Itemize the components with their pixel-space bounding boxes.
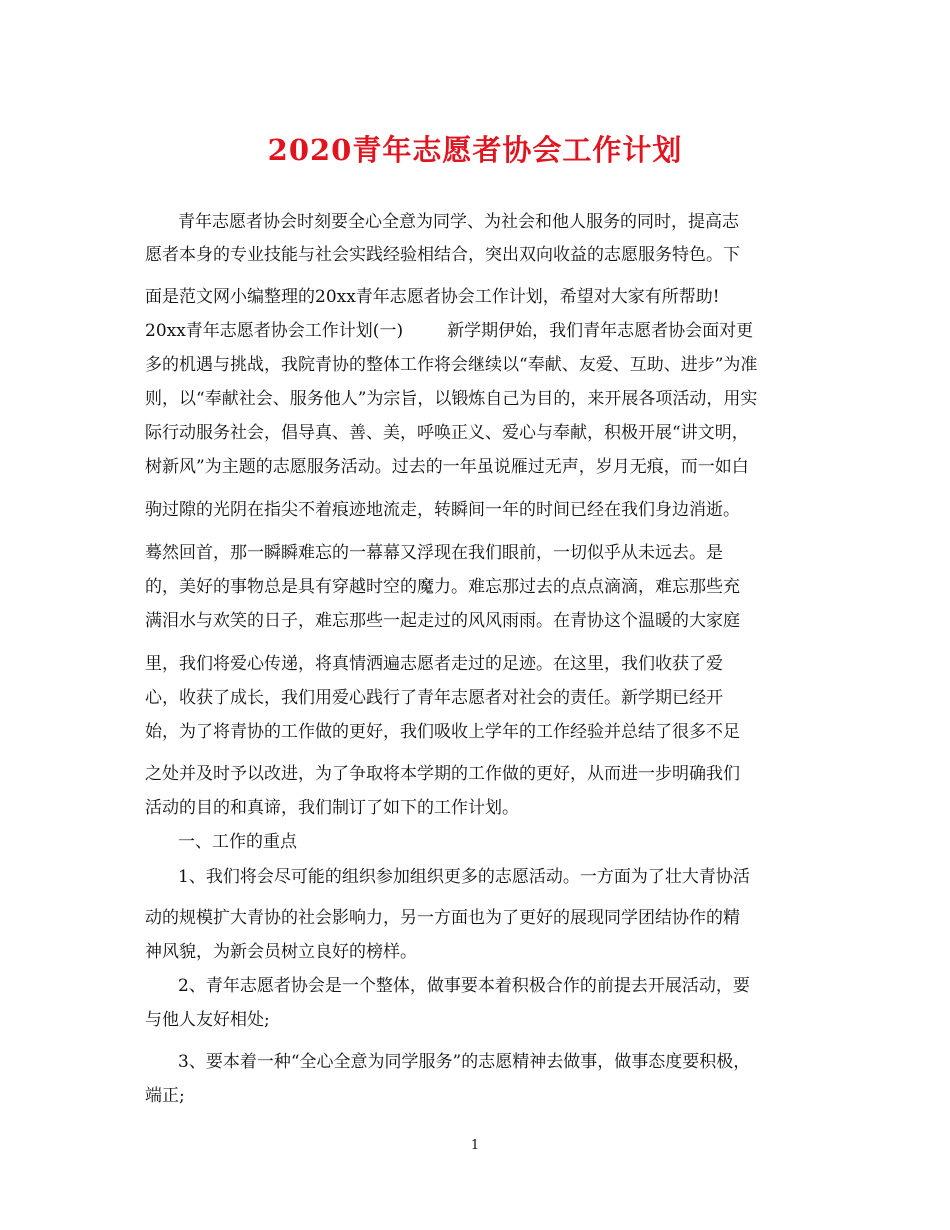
paragraph-line: 多的机遇与挑战，我院青协的整体工作将会继续以“奉献、友爱、互助、进步”为准 — [145, 355, 758, 375]
paragraph-line: 3、要本着一种“全心全意为同学服务”的志愿精神去做事，做事态度要积极， — [178, 1052, 751, 1072]
paragraph-line: 与他人友好相处; — [145, 1010, 270, 1030]
paragraph-line: 际行动服务社会，倡导真、善、美，呼唤正义、爱心与奉献，积极开展“讲文明， — [145, 423, 749, 443]
paragraph-line: 1、我们将会尽可能的组织参加组织更多的志愿活动。一方面为了壮大青协活 — [178, 867, 750, 887]
plan-heading: 20xx青年志愿者协会工作计划(一) — [145, 321, 404, 341]
paragraph-line: 之处并及时予以改进，为了争取将本学期的工作做的更好，从而进一步明确我们 — [145, 764, 740, 784]
paragraph-line: 面是范文网小编整理的20xx青年志愿者协会工作计划，希望对大家有所帮助! — [145, 287, 720, 307]
document-title: 2020青年志愿者协会工作计划 — [267, 133, 683, 167]
paragraph-line: 2、青年志愿者协会是一个整体，做事要本着积极合作的前提去开展活动，要 — [178, 976, 750, 996]
paragraph-line: 青年志愿者协会时刻要全心全意为同学、为社会和他人服务的同时，提高志 — [178, 212, 739, 232]
paragraph-line: 蓦然回首，那一瞬瞬难忘的一幕幕又浮现在我们眼前，一切似乎从未远去。是 — [145, 543, 723, 563]
paragraph-line: 驹过隙的光阴在指尖不着痕迹地流走，转瞬间一年的时间已经在我们身边消逝。 — [145, 500, 740, 520]
paragraph-text: 新学期伊始，我们青年志愿者协会面对更 — [447, 321, 754, 341]
paragraph-line: 愿者本身的专业技能与社会实践经验相结合，突出双向收益的志愿服务特色。下 — [145, 245, 740, 265]
paragraph-line: 活动的目的和真谛，我们制订了如下的工作计划。 — [145, 798, 519, 818]
paragraph-line: 树新风”为主题的志愿服务活动。过去的一年虽说雁过无声，岁月无痕，而一如白 — [145, 457, 749, 477]
paragraph-line: 始，为了将青协的工作做的更好，我们吸收上学年的工作经验并总结了很多不足 — [145, 722, 740, 742]
paragraph-line: 动的规模扩大青协的社会影响力，另一方面也为了更好的展现同学团结协作的精 — [145, 908, 740, 928]
paragraph-line: 心，收获了成长，我们用爱心践行了青年志愿者对社会的责任。新学期已经开 — [145, 688, 723, 708]
section-heading: 一、工作的重点 — [178, 832, 297, 852]
page-number: 1 — [470, 1138, 480, 1153]
paragraph-line: 里，我们将爱心传递，将真情洒遍志愿者走过的足迹。在这里，我们收获了爱 — [145, 654, 723, 674]
paragraph-line: 则，以“奉献社会、服务他人”为宗旨，以锻炼自己为目的，来开展各项活动，用实 — [145, 389, 758, 409]
paragraph-line — [145, 321, 753, 341]
paragraph-line: 端正; — [145, 1086, 185, 1106]
paragraph-line: 神风貌，为新会员树立良好的榜样。 — [145, 942, 417, 962]
paragraph-line: 的，美好的事物总是具有穿越时空的魔力。难忘那过去的点点滴滴，难忘那些充 — [145, 577, 740, 597]
paragraph-line: 满泪水与欢笑的日子，难忘那些一起走过的风风雨雨。在青协这个温暖的大家庭 — [145, 611, 740, 631]
